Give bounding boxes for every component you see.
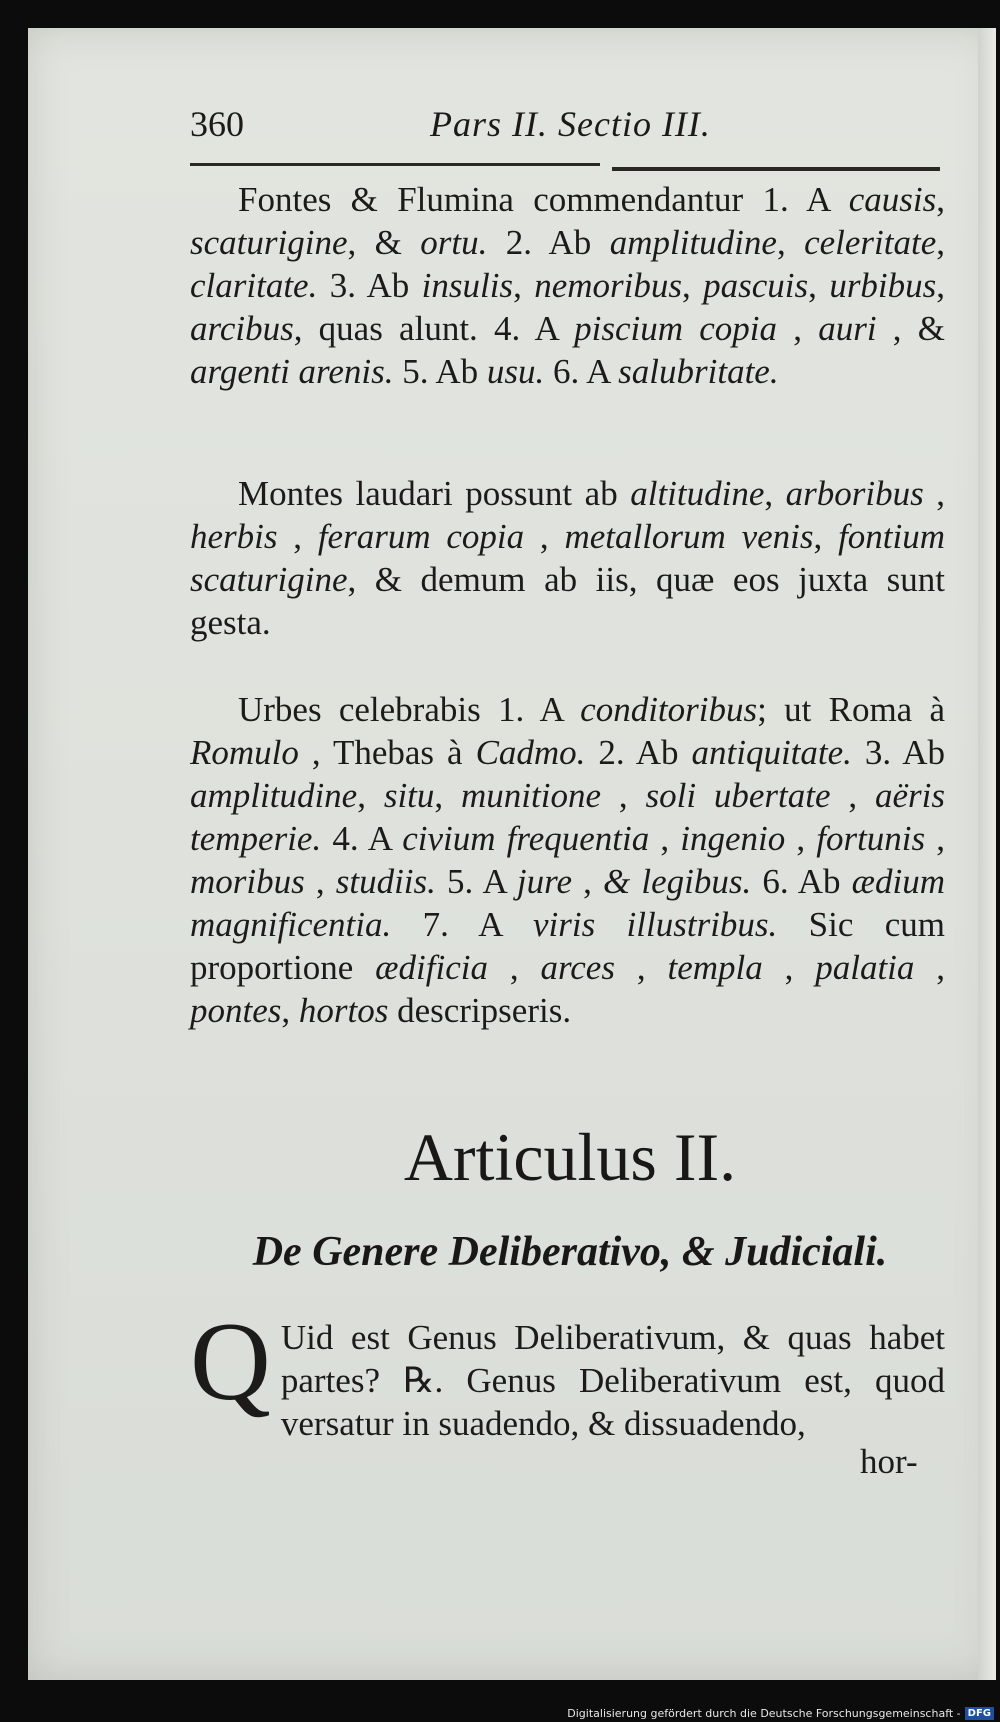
text-run: descripseris. <box>388 991 572 1030</box>
text-run: 3. Ab <box>317 266 422 305</box>
text-run: , & <box>876 309 946 348</box>
text-run: , <box>936 180 945 219</box>
italic-run: ferarum copia <box>317 517 525 556</box>
italic-run: pontes <box>190 991 282 1030</box>
text-run: , <box>601 776 646 815</box>
text-run: 6. A <box>544 352 619 391</box>
digitization-credit <box>567 1707 994 1720</box>
italic-run: antiquitate. <box>691 733 852 772</box>
text-run: , <box>762 948 816 987</box>
text-run: 7. A <box>391 905 533 944</box>
italic-run: piscium copia <box>574 309 778 348</box>
text-run: , <box>830 776 876 815</box>
text-run: 5. Ab <box>393 352 487 391</box>
text-run: , <box>923 474 945 513</box>
text-run: , <box>808 266 830 305</box>
paragraph-fontes <box>190 178 945 393</box>
italic-run: claritate. <box>190 266 318 305</box>
italic-run: usu. <box>486 352 545 391</box>
italic-run: salubritate. <box>618 352 779 391</box>
credit-text: Digitalisierung gefördert durch die Deutsche Forschungsgemeinschaft - <box>567 1707 961 1720</box>
italic-run: & legibus. <box>603 862 752 901</box>
text-run: ; ut Roma à <box>757 690 945 729</box>
italic-run: soli ubertate <box>645 776 831 815</box>
text-run: , <box>925 819 946 858</box>
text-run: , <box>487 948 541 987</box>
italic-run: ingenio <box>680 819 786 858</box>
italic-run: fontium scaturigine <box>190 517 946 599</box>
italic-run: civium frequentia <box>402 819 650 858</box>
article-body <box>190 1300 945 1445</box>
italic-run: ædificia <box>375 948 488 987</box>
italic-run: templa <box>667 948 763 987</box>
text-run: Urbes celebrabis 1. A <box>238 690 581 729</box>
text-run: , <box>281 991 299 1030</box>
italic-run: insulis <box>421 266 514 305</box>
text-run: , <box>649 819 681 858</box>
page-header <box>190 103 950 163</box>
text-run: , & <box>347 223 421 262</box>
paragraph-montes <box>190 472 945 644</box>
italic-run: arboribus <box>785 474 924 513</box>
page-number: 360 <box>190 104 244 144</box>
header-rule-left <box>190 163 600 166</box>
text-run: , <box>304 862 336 901</box>
text-run: 5. A <box>435 862 517 901</box>
italic-run: urbibus <box>829 266 937 305</box>
text-run: 4. A <box>321 819 403 858</box>
text-run: , quas alunt. 4. A <box>293 309 575 348</box>
italic-run: viris illustribus. <box>532 905 778 944</box>
italic-run: moribus <box>190 862 305 901</box>
italic-run: scaturigine <box>190 223 348 262</box>
text-run: , <box>572 862 603 901</box>
italic-run: amplitudine <box>609 223 777 262</box>
running-head: Pars II. Sectio III. <box>430 104 711 144</box>
text-run: 6. Ab <box>751 862 852 901</box>
italic-run: celeritate <box>804 223 937 262</box>
italic-run: studiis. <box>335 862 436 901</box>
italic-run: auri <box>818 309 877 348</box>
text-run: 2. Ab <box>487 223 610 262</box>
italic-run: Romulo <box>190 733 299 772</box>
text-run: , <box>513 266 535 305</box>
text-run: , Thebas à <box>298 733 476 772</box>
italic-run: argenti arenis. <box>190 352 394 391</box>
text-run: , <box>277 517 318 556</box>
text-run: , <box>785 819 817 858</box>
italic-run: ædium magnificentia. <box>190 862 946 944</box>
italic-run: metallorum venis <box>564 517 814 556</box>
italic-run: amplitudine <box>190 776 358 815</box>
italic-run: arces <box>540 948 615 987</box>
text-run: , <box>434 776 462 815</box>
text-run: , <box>764 474 786 513</box>
text-run: , <box>357 776 384 815</box>
dfg-logo-icon: DFG <box>965 1707 994 1720</box>
text-run: , <box>936 223 945 262</box>
italic-run: causis <box>848 180 937 219</box>
article-heading: Articulus II. <box>403 1119 737 1195</box>
header-rule-right <box>612 167 940 171</box>
text-run: , <box>936 266 946 305</box>
italic-run: conditoribus <box>580 690 758 729</box>
catchword: hor- <box>860 1442 918 1481</box>
article-body-text: Uid est Genus Deliberativum, & quas habet partes? ℞. Genus Deliberativum est, quod versatur in suadendo, & dissuadendo, <box>280 1318 945 1443</box>
italic-run: altitudine <box>630 474 765 513</box>
italic-run: hortos <box>298 991 389 1030</box>
text-run: , <box>614 948 668 987</box>
drop-cap: Q <box>190 1300 271 1424</box>
text-run: , <box>914 948 946 987</box>
italic-run: fortunis <box>816 819 926 858</box>
italic-run: ortu. <box>420 223 488 262</box>
italic-run: jure <box>516 862 573 901</box>
text-run: , <box>776 223 805 262</box>
italic-run: pascuis <box>703 266 809 305</box>
text-run: Sic cum proportione <box>190 905 945 987</box>
text-run: Fontes & Flumina commendantur 1. A <box>238 180 849 219</box>
text-run: , <box>777 309 819 348</box>
italic-run: Cadmo. <box>475 733 586 772</box>
italic-run: situ <box>383 776 435 815</box>
text-run: , <box>813 517 839 556</box>
italic-run: arcibus <box>190 309 294 348</box>
paragraph-urbes <box>190 688 945 1032</box>
italic-run: herbis <box>190 517 278 556</box>
italic-run: aëris temperie. <box>190 776 946 858</box>
italic-run: nemoribus <box>534 266 682 305</box>
text-run: , & demum ab iis, quæ eos juxta sunt gesta. <box>190 560 945 642</box>
text-run: 3. Ab <box>851 733 945 772</box>
article-subtitle: De Genere Deliberativo, & Judiciali. <box>252 1229 888 1275</box>
text-run: , <box>682 266 704 305</box>
text-run: , <box>524 517 565 556</box>
italic-run: palatia <box>815 948 915 987</box>
text-run: Montes laudari possunt ab <box>238 474 631 513</box>
italic-run: munitione <box>461 776 601 815</box>
page-gutter <box>978 28 996 1680</box>
text-run: 2. Ab <box>585 733 692 772</box>
